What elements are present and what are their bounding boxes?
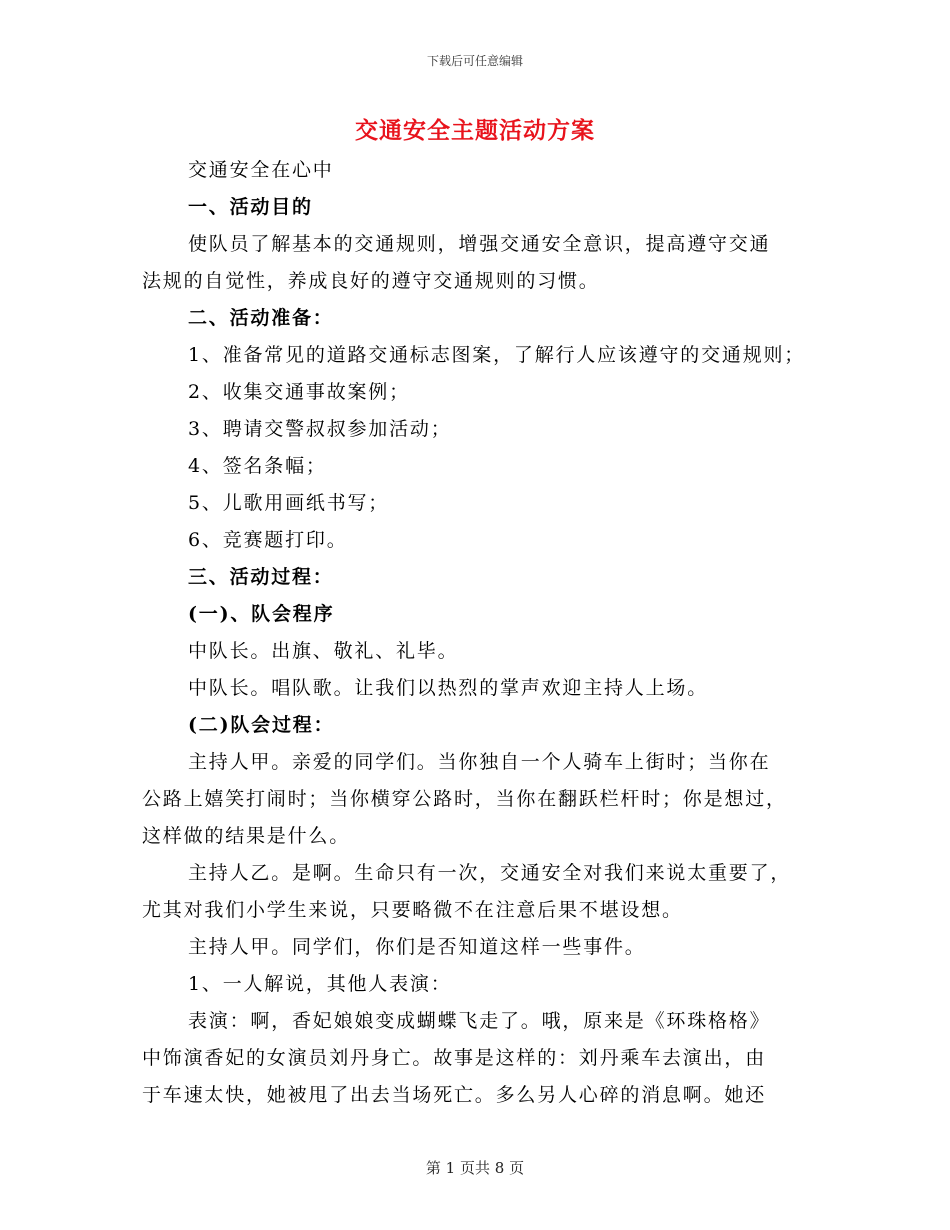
text-line: 法规的自觉性，养成良好的遵守交通规则的习惯。 <box>142 270 600 292</box>
text-line: 中队长。唱队歌。让我们以热烈的掌声欢迎主持人上场。 <box>188 677 709 699</box>
section-heading: 一、活动目的 <box>188 196 313 218</box>
text-line: 中饰演香妃的女演员刘丹身亡。故事是这样的：刘丹乘车去演出，由 <box>142 1047 767 1069</box>
text-line: 5、儿歌用画纸书写； <box>188 492 390 514</box>
page-header: 下载后可任意编辑 <box>426 54 523 68</box>
document-title: 交通安全主题活动方案 <box>355 117 595 144</box>
text-line: 尤其对我们小学生来说，只要略微不在注意后果不堪设想。 <box>142 899 683 921</box>
text-line: 公路上嬉笑打闹时；当你横穿公路时，当你在翻跃栏杆时；你是想过， <box>142 788 787 810</box>
section-heading: (一)、队会程序 <box>188 603 335 625</box>
page-footer: 第 1 页共 8 页 <box>425 1159 525 1177</box>
document-body <box>142 152 822 1114</box>
text-line: 1、准备常见的道路交通标志图案，了解行人应该遵守的交通规则； <box>188 344 806 366</box>
text-line: 于车速太快，她被甩了出去当场死亡。多么另人心碎的消息啊。她还 <box>142 1084 767 1106</box>
text-line: 1、一人解说，其他人表演： <box>188 973 452 995</box>
text-line: 主持人甲。亲爱的同学们。当你独自一个人骑车上街时；当你在 <box>188 751 771 773</box>
section-heading: 三、活动过程： <box>188 566 334 588</box>
text-line: 3、聘请交警叔叔参加活动； <box>188 418 452 440</box>
text-line: 中队长。出旗、敬礼、礼毕。 <box>188 640 459 662</box>
text-line: 使队员了解基本的交通规则，增强交通安全意识，提高遵守交通 <box>188 233 771 255</box>
text-line: 主持人乙。是啊。生命只有一次，交通安全对我们来说太重要了， <box>188 862 792 884</box>
text-line: 主持人甲。同学们，你们是否知道这样一些事件。 <box>188 936 646 958</box>
text-line: 2、收集交通事故案例； <box>188 381 410 403</box>
text-line: 交通安全在心中 <box>188 159 334 181</box>
section-heading: 二、活动准备： <box>188 307 334 329</box>
text-line: 表演：啊，香妃娘娘变成蝴蝶飞走了。哦，原来是《环珠格格》 <box>188 1010 771 1032</box>
section-heading: (二)队会过程： <box>188 714 335 736</box>
text-line: 4、签名条幅； <box>188 455 327 477</box>
text-line: 这样做的结果是什么。 <box>142 825 351 847</box>
text-line: 6、竞赛题打印。 <box>188 529 348 551</box>
